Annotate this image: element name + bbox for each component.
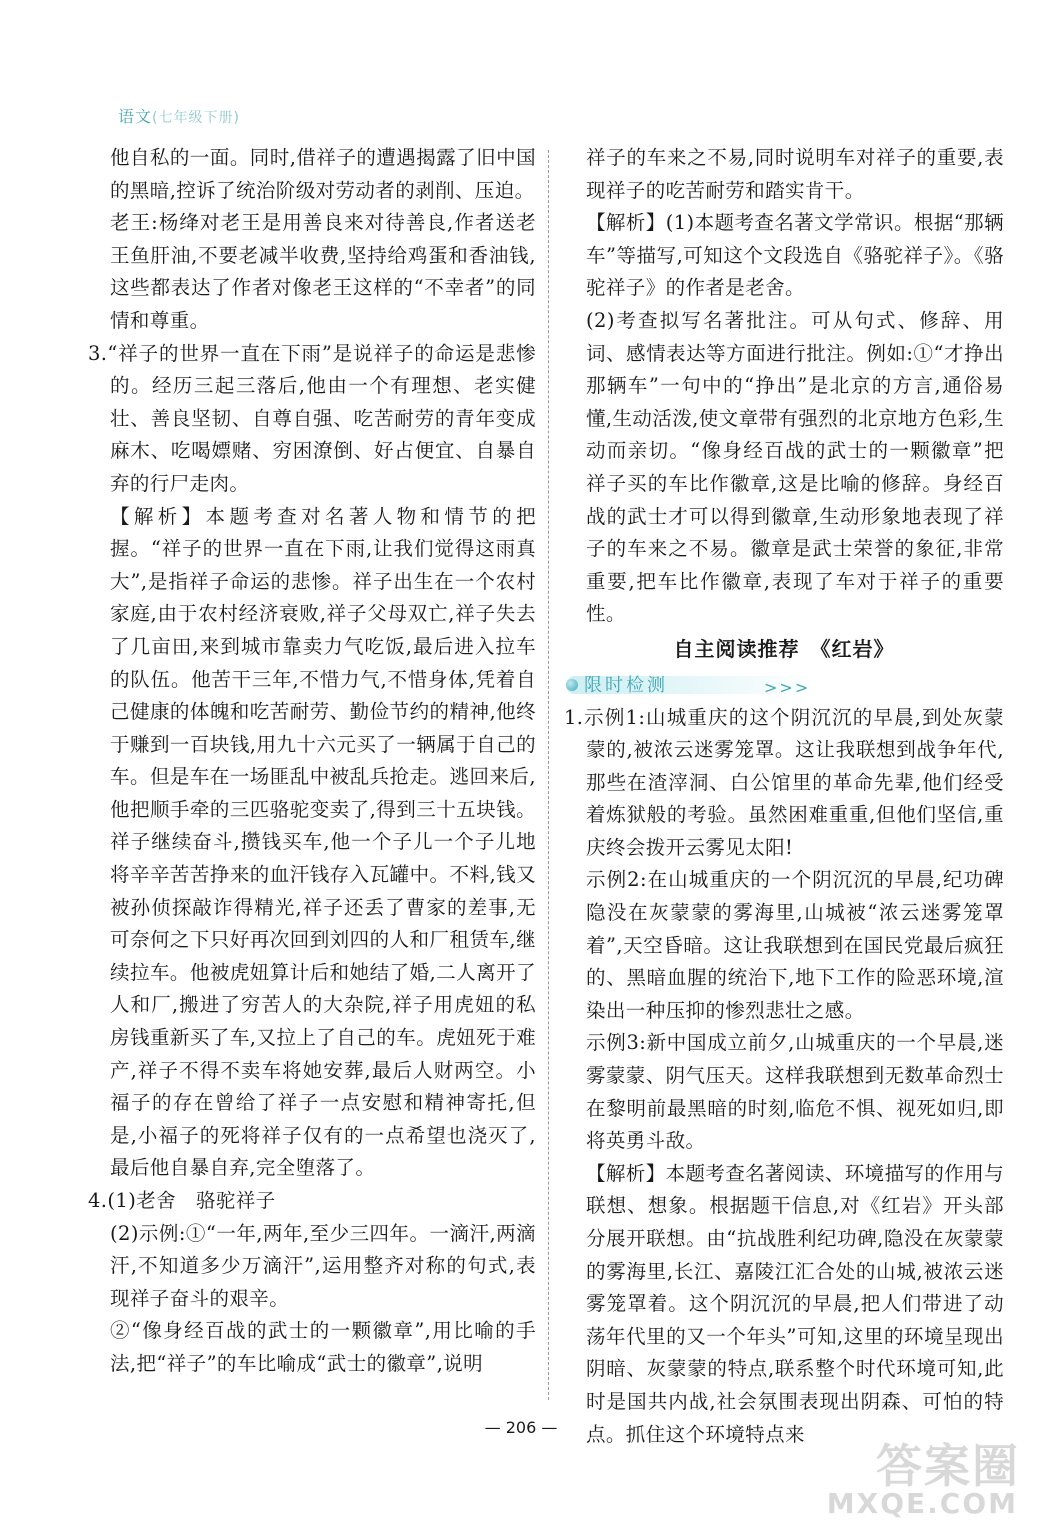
running-header [118, 104, 240, 127]
paragraph: 示例2:在山城重庆的一个阴沉沉的早晨,纪功碑隐没在灰蒙蒙的雾海里,山城被“浓云迷雾笼罩着”,天空昏暗。这让我联想到在国民党最后疯狂的、黑暗血腥的统治下,地下工作的险恶环境,渲染出一种压抑的惨烈悲壮之感。 [586, 868, 1004, 1022]
answer-item-4: 4.(1)老舍 骆驼祥子 [88, 1189, 276, 1212]
bubble-icon [566, 679, 578, 691]
column-divider [548, 150, 549, 1400]
right-column [564, 142, 1004, 1451]
paragraph: ②“像身经百战的武士的一颗徽章”,用比喻的手法,把“祥子”的车比喻成“武士的徽章”,说明 [110, 1319, 536, 1375]
analysis-paragraph: 【解析】本题考查名著阅读、环境描写的作用与联想、想象。根据题干信息,对《红岩》开头部分展开联想。由“抗战胜利纪功碑,隐没在灰蒙蒙的雾海里,长江、嘉陵江汇合处的山城,被浓云迷雾笼罩着。这个阴沉沉的早晨,把人们带进了动荡年代里的又一个年头”可知,这里的环境呈现出阴暗、灰蒙蒙的特点,联系整个时代环境可知,此时是国共内战,社会氛围表现出阴森、可怕的特点。抓住这个环境特点来 [586, 1161, 1004, 1446]
watermark-text: 答案圈 [876, 1439, 1020, 1493]
paragraph: 示例3:新中国成立前夕,山城重庆的一个早晨,迷雾蒙蒙、阴气压天。这样我联想到无数革命烈士在黎明前最黑暗的时刻,临危不惧、视死如归,即将英勇斗敌。 [586, 1031, 1004, 1153]
timed-test-label: 限时检测 [584, 674, 668, 696]
section-title: 自主阅读推荐 《红岩》 [673, 636, 895, 661]
paragraph: (2)示例:①“一年,两年,至少三四年。一滴汗,两滴汗,不知道多少万滴汗”,运用整齐对称的句式,表现祥子奋斗的艰辛。 [110, 1221, 536, 1310]
header-grade: (七年级下册) [152, 110, 240, 126]
paragraph: 祥子的车来之不易,同时说明车对祥子的重要,表现祥子的吃苦耐劳和踏实肯干。 [586, 146, 1004, 202]
arrows-icon: >>> [764, 677, 811, 697]
analysis-paragraph: 【解析】(1)本题考查名著文学常识。根据“那辆车”等描写,可知这个文段选自《骆驼祥子》。《骆驼祥子》的作者是老舍。 [586, 211, 1004, 300]
watermark-logo [826, 1430, 1020, 1520]
watermark-url: MXQE.COM [826, 1487, 1018, 1520]
answer-item-3: 3.“祥子的世界一直在下雨”是说祥子的命运是悲惨的。经历三起三落后,他由一个有理想、老实健壮、善良坚韧、自尊自强、吃苦耐劳的青年变成麻木、吃喝嫖赌、穷困潦倒、好占便宜、自暴自弃的行尸走肉。 [88, 341, 536, 495]
header-subject: 语文 [118, 107, 153, 126]
timed-test-banner [564, 670, 1004, 700]
paragraph: 老王:杨绛对老王是用善良来对待善良,作者送老王鱼肝油,不要老减半收费,坚持给鸡蛋和香油钱,这些都表达了作者对像老王这样的“不幸者”的同情和尊重。 [110, 211, 536, 332]
paragraph: 他自私的一面。同时,借祥子的遭遇揭露了旧中国的黑暗,控诉了统治阶级对劳动者的剥削、压迫。 [110, 146, 536, 202]
page-number: — 206 — [484, 1418, 558, 1437]
analysis-paragraph: 【解析】本题考查对名著人物和情节的把握。“祥子的世界一直在下雨,让我们觉得这雨真大”,是指祥子命运的悲惨。祥子出生在一个农村家庭,由于农村经济衰败,祥子父母双亡,祥子失去了几亩田,来到城市靠卖力气吃饭,最后进入拉车的队伍。他苦干三年,不惜力气,不惜身体,凭着自己健康的体魄和吃苦耐劳、勤俭节约的精神,他终于赚到一百块钱,用九十六元买了一辆属于自己的车。但是车在一场匪乱中被乱兵抢走。逃回来后,他把顺手牵的三匹骆驼变卖了,得到三十五块钱。祥子继续奋斗,攒钱买车,他一个子儿一个子儿地将辛辛苦苦挣来的血汗钱存入瓦罐中。不料,钱又被孙侦探敲诈得精光,祥子还丢了曹家的差事,无可奈何之下只好再次回到刘四的人和厂租赁车,继续拉车。他被虎妞算计后和她结了婚,二人离开了人和厂,搬进了穷苦人的大杂院,祥子用虎妞的私房钱重新买了车,又拉上了自己的车。虎妞死于难产,祥子不得不卖车将她安葬,最后人财两空。小福子的存在曾给了祥子一点安慰和精神寄托,但是,小福子的死将祥子仅有的一点希望也浇灭了,最后他自暴自弃,完全堕落了。 [110, 504, 536, 1180]
left-column [88, 142, 536, 1381]
answer-item-1: 1.示例1:山城重庆的这个阴沉沉的早晨,到处灰蒙蒙的,被浓云迷雾笼罩。这让我联想到战争年代,那些在渣滓洞、白公馆里的革命先辈,他们经受着炼狱般的考验。虽然困难重重,但他们坚信,重庆终会拨开云雾见太阳! [564, 705, 1004, 859]
paragraph: (2)考查拟写名著批注。可从句式、修辞、用词、感情表达等方面进行批注。例如:①“才挣出那辆车”一句中的“挣出”是北京的方言,通俗易懂,生动活泼,使文章带有强烈的北京地方色彩,生动而亲切。“像身经百战的武士的一颗徽章”把祥子买的车比作徽章,这是比喻的修辞。身经百战的武士才可以得到徽章,生动形象地表现了祥子的车来之不易。徽章是武士荣誉的象征,非常重要,把车比作徽章,表现了车对于祥子的重要性。 [586, 308, 1004, 626]
